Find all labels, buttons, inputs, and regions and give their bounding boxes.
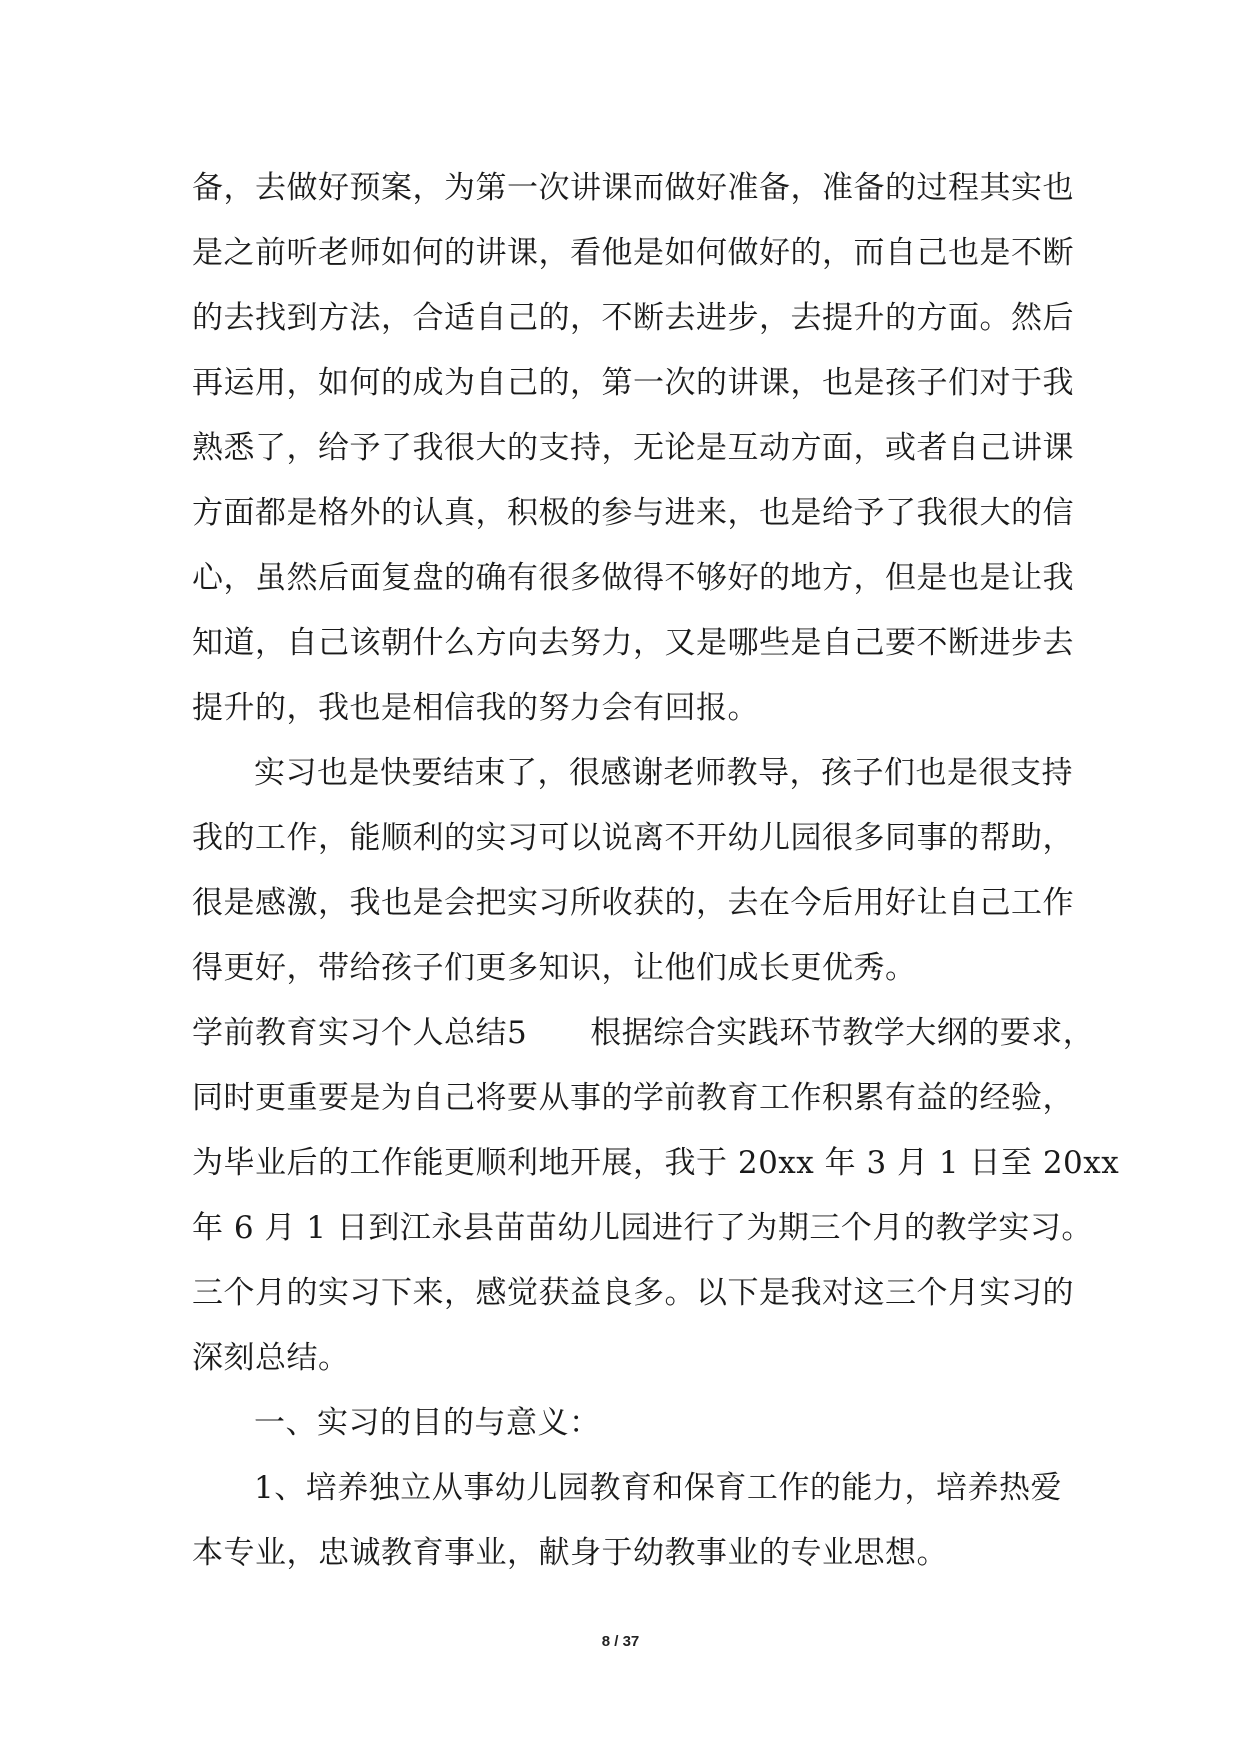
text-line: 深刻总结。 bbox=[192, 1340, 350, 1376]
page-number: 8 / 37 bbox=[601, 1633, 640, 1650]
text-line: 知道，自己该朝什么方向去努力，又是哪些是自己要不断进步去 bbox=[192, 625, 1074, 661]
document-body bbox=[192, 156, 1120, 1586]
text-line: 很是感激，我也是会把实习所收获的，去在今后用好让自己工作 bbox=[192, 885, 1074, 921]
text-line: 心，虽然后面复盘的确有很多做得不够好的地方，但是也是让我 bbox=[192, 560, 1074, 596]
text-line: 三个月的实习下来，感觉获益良多。以下是我对这三个月实习的 bbox=[192, 1275, 1074, 1311]
text-line: 的去找到方法，合适自己的，不断去进步，去提升的方面。然后 bbox=[192, 300, 1074, 336]
text-line: 年 6 月 1 日到江永县苗苗幼儿园进行了为期三个月的教学实习。 bbox=[192, 1210, 1093, 1246]
list-item-line: 1、培养独立从事幼儿园教育和保育工作的能力，培养热爱 bbox=[254, 1470, 1062, 1506]
text-line: 熟悉了，给予了我很大的支持，无论是互动方面，或者自己讲课 bbox=[192, 430, 1074, 466]
paragraph-first-line: 实习也是快要结束了，很感谢老师教导，孩子们也是很支持 bbox=[254, 755, 1073, 791]
text-line: 本专业，忠诚教育事业，献身于幼教事业的专业思想。 bbox=[192, 1535, 948, 1571]
text-line: 方面都是格外的认真，积极的参与进来，也是给予了我很大的信 bbox=[192, 495, 1074, 531]
text-line: 是之前听老师如何的讲课，看他是如何做好的，而自己也是不断 bbox=[192, 235, 1074, 271]
text-line: 备，去做好预案，为第一次讲课而做好准备，准备的过程其实也 bbox=[192, 170, 1074, 206]
text-line: 为毕业后的工作能更顺利地开展，我于 20xx 年 3 月 1 日至 20xx bbox=[192, 1145, 1120, 1181]
text-line: 同时更重要是为自己将要从事的学前教育工作积累有益的经验， bbox=[192, 1080, 1074, 1116]
subheading-line: 一、实习的目的与意义： bbox=[254, 1405, 601, 1441]
text-line: 提升的，我也是相信我的努力会有回报。 bbox=[192, 690, 759, 726]
text-line: 我的工作，能顺利的实习可以说离不开幼儿园很多同事的帮助， bbox=[192, 820, 1074, 856]
text-line: 得更好，带给孩子们更多知识，让他们成长更优秀。 bbox=[192, 950, 917, 986]
section-heading-line: 学前教育实习个人总结5 根据综合实践环节教学大纲的要求， bbox=[192, 1015, 1095, 1051]
text-line: 再运用，如何的成为自己的，第一次的讲课，也是孩子们对于我 bbox=[192, 365, 1074, 401]
